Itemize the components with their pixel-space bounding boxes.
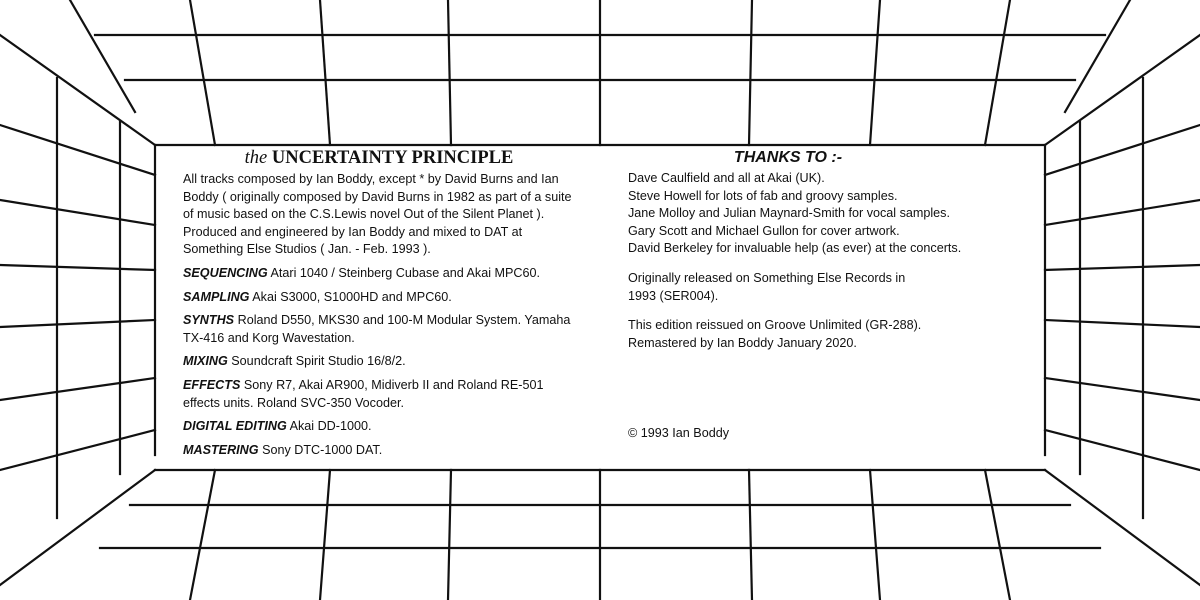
credit-text: Akai S3000, S1000HD and MPC60. [252,289,452,304]
credit-text: Soundcraft Spirit Studio 16/8/2. [231,354,406,369]
credit-effects [183,377,583,412]
album-title-prefix: the [244,148,268,168]
credit-mixing [183,353,583,371]
album-title-main: UNCERTAINTY PRINCIPLE [271,148,514,168]
reissue-note: This edition reissued on Groove Unlimited (GR-288). Remastered by Ian Boddy January 2020. [628,318,922,350]
thanks-line: David Berkeley for invaluable help (as ever) at the concerts. [628,241,962,256]
credit-text: Sony DTC-1000 DAT. [262,442,383,457]
credit-text: Sony R7, Akai AR900, Midiverb II and Roland RE-501 effects units. Roland SVC-350 Vocoder. [183,377,544,410]
album-title [183,146,575,170]
credit-text: Atari 1040 / Steinberg Cubase and Akai MPC60. [270,265,541,280]
floor-grid [0,470,1200,600]
thanks-line: Steve Howell for lots of fab and groovy samples. [628,188,898,203]
credit-role: SEQUENCING [183,265,268,280]
credit-role: EFFECTS [183,377,241,392]
thanks-line: Jane Molloy and Julian Maynard-Smith for vocal samples. [628,206,950,221]
credit-role: DIGITAL EDITING [183,419,287,434]
ceiling-grid [0,0,1200,145]
thanks-line: Dave Caulfield and all at Akai (UK). [628,171,825,185]
credit-text: Akai DD-1000. [289,419,372,434]
credits-column [183,146,583,465]
credit-role: MASTERING [183,442,259,457]
right-wall-grid [1045,78,1200,518]
left-wall-grid [0,78,155,518]
thanks-list [628,170,1028,258]
thanks-column [628,148,1028,358]
intro-paragraph: All tracks composed by Ian Boddy, except * by David Burns and Ian Boddy ( originally composed by David Burns in 1982 as part of a suite of music based on the C.S.Lewis novel Out of the Silent Planet ). Produced and engineered by Ian Boddy and mixed to DAT at Something Else Studios ( Jan. - Feb. 1993 ). [183,172,572,257]
thanks-line: Gary Scott and Michael Gullon for cover artwork. [628,223,900,238]
credit-role: SAMPLING [183,289,250,304]
copyright-notice: © 1993 Ian Boddy [628,426,730,440]
credit-synths [183,312,583,347]
credit-mastering [183,442,583,460]
credit-digital-editing [183,418,583,436]
credit-sampling [183,289,583,307]
credit-role: SYNTHS [183,313,235,328]
thanks-heading: THANKS TO :- [733,149,843,166]
original-release-note: Originally released on Something Else Records in 1993 (SER004). [628,270,906,303]
credit-text: Roland D550, MKS30 and 100-M Modular System. Yamaha TX-416 and Korg Wavestation. [183,313,571,345]
credit-role: MIXING [183,354,228,369]
credit-sequencing [183,265,583,283]
